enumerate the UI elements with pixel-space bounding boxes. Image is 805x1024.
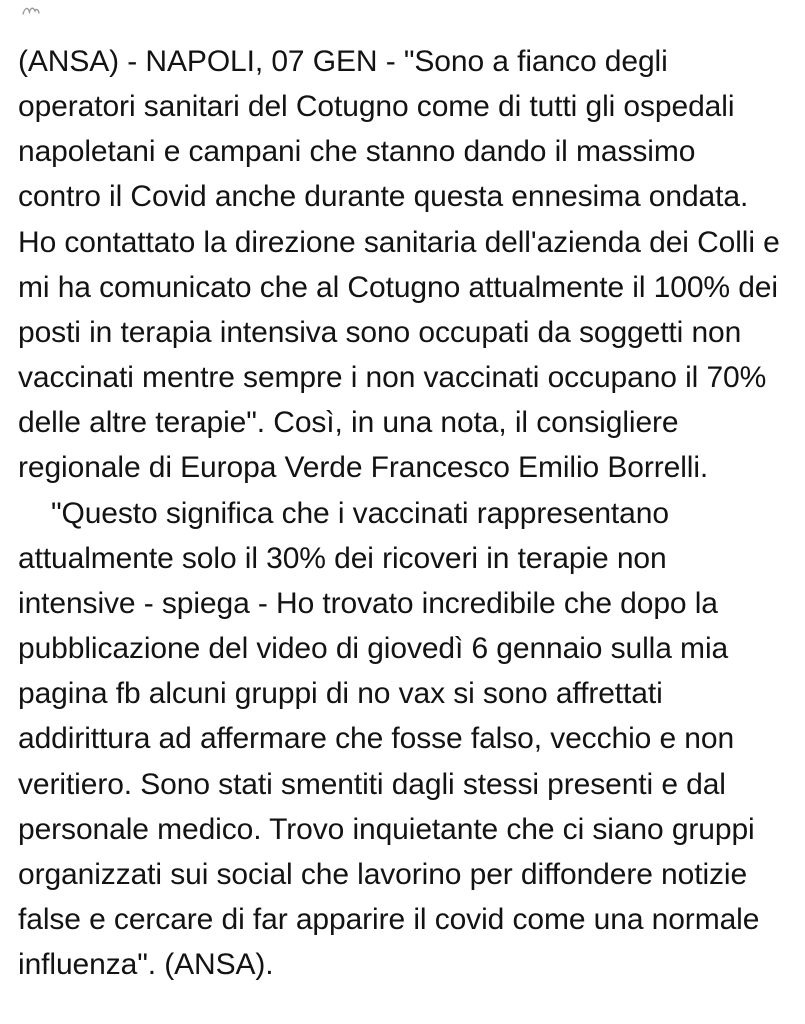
article-line: veritiero. Sono stati smentiti dagli stessi presenti e dal: [18, 767, 726, 801]
article-body: [18, 39, 798, 987]
article-line: pagina fb alcuni gruppi di no vax si sono affrettati: [18, 677, 663, 711]
article-line: mi ha comunicato che al Cotugno attualmente il 100% dei: [18, 270, 778, 304]
article-line: regionale di Europa Verde Francesco Emilio Borrelli.: [18, 451, 709, 485]
article-line: vaccinati mentre sempre i non vaccinati occupano il 70%: [18, 361, 767, 395]
article-line: organizzati sui social che lavorino per diffondere notizie: [18, 857, 748, 891]
article-line: false e cercare di far apparire il covid come una normale: [18, 902, 760, 936]
article-line: "Questo significa che i vaccinati rappresentano: [18, 496, 669, 530]
article-line: contro il Covid anche durante questa ennesima ondata.: [18, 180, 749, 214]
article-line: Ho contattato la direzione sanitaria dell'azienda dei Colli e: [18, 225, 780, 259]
article-line: napoletani e campani che stanno dando il massimo: [18, 135, 696, 169]
article-line: personale medico. Trovo inquietante che ci siano gruppi: [18, 812, 755, 846]
article-line: posti in terapia intensiva sono occupati da soggetti non: [18, 315, 742, 349]
article-line: intensive - spiega - Ho trovato incredibile che dopo la: [18, 586, 718, 620]
article-line: pubblicazione del video di giovedì 6 gennaio sulla mia: [18, 632, 729, 666]
article-line: delle altre terapie". Così, in una nota, il consigliere: [18, 406, 679, 440]
scribble-mark-icon: [21, 4, 41, 18]
article-line: addirittura ad affermare che fosse falso, vecchio e non: [18, 722, 735, 756]
article-line: (ANSA) - NAPOLI, 07 GEN - "Sono a fianco degli: [18, 45, 668, 78]
article-line: attualmente solo il 30% dei ricoveri in terapie non: [18, 541, 667, 575]
article-line: operatori sanitari del Cotugno come di tutti gli ospedali: [18, 90, 735, 124]
article-line: influenza". (ANSA).: [18, 948, 274, 982]
